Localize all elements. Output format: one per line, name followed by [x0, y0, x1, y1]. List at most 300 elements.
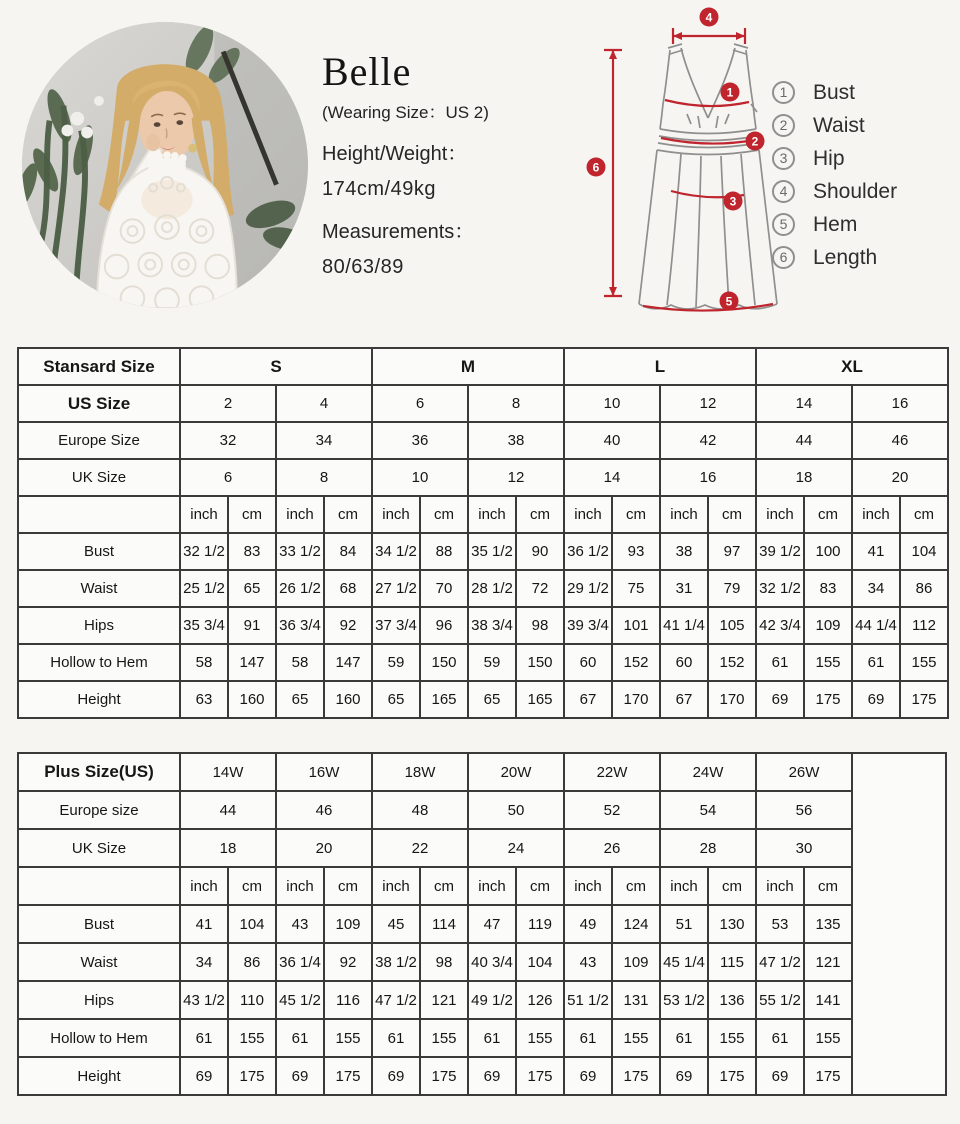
table-cell: 22W: [564, 753, 660, 791]
table-cell: 136: [708, 981, 756, 1019]
table-cell: 135: [804, 905, 852, 943]
table-cell: 152: [612, 644, 660, 681]
measurements-value: 80/63/89: [322, 256, 404, 278]
legend-item-length: [772, 241, 897, 274]
table-cell: L: [564, 348, 756, 385]
table-cell: 51: [660, 905, 708, 943]
table-cell: Europe Size: [18, 422, 180, 459]
table-cell: 18: [180, 829, 276, 867]
table-cell: 175: [804, 681, 852, 718]
table-cell: 69: [276, 1057, 324, 1095]
table-cell: 165: [516, 681, 564, 718]
table-cell: inch: [468, 496, 516, 533]
table-cell: 26: [564, 829, 660, 867]
table-cell: 47: [468, 905, 516, 943]
model-photo: [22, 22, 308, 308]
table-cell: 160: [228, 681, 276, 718]
table-cell: 53 1/2: [660, 981, 708, 1019]
table-cell: 49 1/2: [468, 981, 516, 1019]
size-guide-header: [0, 0, 960, 340]
table-cell: 38: [468, 422, 564, 459]
table-cell: cm: [708, 496, 756, 533]
table-row: [18, 570, 948, 607]
table-cell: 155: [324, 1019, 372, 1057]
table-cell: 61: [468, 1019, 516, 1057]
table-cell: 45: [372, 905, 420, 943]
table-cell: 92: [324, 607, 372, 644]
table-cell: 40 3/4: [468, 943, 516, 981]
table-cell: 43 1/2: [180, 981, 228, 1019]
table-cell: cm: [324, 867, 372, 905]
table-cell: 83: [804, 570, 852, 607]
table-cell: 93: [612, 533, 660, 570]
table-row: [18, 607, 948, 644]
table-cell: 51 1/2: [564, 981, 612, 1019]
product-info: [322, 49, 552, 279]
table-cell: 16: [852, 385, 948, 422]
table-cell: 16W: [276, 753, 372, 791]
table-cell: 47 1/2: [372, 981, 420, 1019]
table-row: [18, 385, 948, 422]
table-cell: 97: [708, 533, 756, 570]
table-cell: 50: [468, 791, 564, 829]
table-cell: 155: [228, 1019, 276, 1057]
table-cell: 8: [468, 385, 564, 422]
table-cell: Hips: [18, 981, 180, 1019]
table-row: [18, 981, 946, 1019]
marker-hip: 3: [729, 194, 737, 209]
table-cell: 61: [756, 1019, 804, 1057]
table-cell: 98: [516, 607, 564, 644]
table-cell: 20W: [468, 753, 564, 791]
table-cell: 69: [372, 1057, 420, 1095]
table-cell: 175: [612, 1057, 660, 1095]
table-cell: 121: [804, 943, 852, 981]
table-cell: 48: [372, 791, 468, 829]
table-cell: 4: [276, 385, 372, 422]
table-cell: 8: [276, 459, 372, 496]
table-cell: 67: [660, 681, 708, 718]
table-cell: 150: [516, 644, 564, 681]
table-cell: Height: [18, 1057, 180, 1095]
table-cell: 28 1/2: [468, 570, 516, 607]
table-cell: 155: [516, 1019, 564, 1057]
table-cell: 69: [852, 681, 900, 718]
size-table: [17, 347, 949, 719]
dress-diagram-icon: [583, 4, 783, 336]
table-cell: cm: [420, 867, 468, 905]
legend-label-bust: Bust: [813, 80, 856, 104]
table-cell: 170: [708, 681, 756, 718]
table-cell: 41: [180, 905, 228, 943]
model-photo-illustration: [22, 22, 308, 308]
table-cell: 65: [276, 681, 324, 718]
table-cell: 34 1/2: [372, 533, 420, 570]
legend-label-hem: Hem: [813, 212, 858, 236]
table-cell: cm: [516, 496, 564, 533]
legend-label-waist: Waist: [813, 113, 865, 137]
table-cell: 155: [804, 644, 852, 681]
legend-item-bust: [772, 76, 897, 109]
table-cell: 175: [708, 1057, 756, 1095]
table-cell: 38: [660, 533, 708, 570]
table-cell: 84: [324, 533, 372, 570]
table-cell: inch: [660, 496, 708, 533]
table-cell: inch: [276, 496, 324, 533]
table-row: [18, 681, 948, 718]
table-cell: 155: [804, 1019, 852, 1057]
table-cell: 75: [612, 570, 660, 607]
table-cell: 109: [324, 905, 372, 943]
table-cell: 115: [708, 943, 756, 981]
table-cell: 68: [324, 570, 372, 607]
table-cell: 31: [660, 570, 708, 607]
table-cell: 43: [276, 905, 324, 943]
circled-number-icon: 4: [772, 180, 795, 203]
table-cell: 34: [276, 422, 372, 459]
table-cell: 83: [228, 533, 276, 570]
table-cell: 2: [180, 385, 276, 422]
table-cell: 27 1/2: [372, 570, 420, 607]
table-cell: 131: [612, 981, 660, 1019]
table-cell: 36 1/2: [564, 533, 612, 570]
table-cell: 41: [852, 533, 900, 570]
legend-item-shoulder: [772, 175, 897, 208]
table-cell: cm: [516, 867, 564, 905]
marker-waist: 2: [751, 134, 759, 149]
table-cell: [18, 867, 180, 905]
table-cell: 6: [372, 385, 468, 422]
table-cell: 114: [420, 905, 468, 943]
table-cell: 110: [228, 981, 276, 1019]
table-cell: 22: [372, 829, 468, 867]
table-row: [18, 1019, 946, 1057]
table-cell: [852, 753, 946, 1095]
table-cell: 6: [180, 459, 276, 496]
table-cell: 147: [228, 644, 276, 681]
table-cell: 109: [804, 607, 852, 644]
table-cell: 104: [900, 533, 948, 570]
table-cell: inch: [276, 867, 324, 905]
table-cell: 67: [564, 681, 612, 718]
table-cell: 18W: [372, 753, 468, 791]
table-cell: 65: [228, 570, 276, 607]
table-cell: 69: [756, 1057, 804, 1095]
table-cell: 155: [708, 1019, 756, 1057]
table-cell: 112: [900, 607, 948, 644]
table-cell: inch: [564, 867, 612, 905]
table-cell: cm: [228, 496, 276, 533]
table-cell: US Size: [18, 385, 180, 422]
table-cell: 45 1/4: [660, 943, 708, 981]
table-cell: UK Size: [18, 459, 180, 496]
table-cell: 32 1/2: [180, 533, 228, 570]
table-cell: 44 1/4: [852, 607, 900, 644]
table-cell: 34: [852, 570, 900, 607]
table-cell: 58: [276, 644, 324, 681]
table-cell: 38 3/4: [468, 607, 516, 644]
table-cell: Europe size: [18, 791, 180, 829]
table-cell: 52: [564, 791, 660, 829]
table-cell: 152: [708, 644, 756, 681]
table-cell: 86: [900, 570, 948, 607]
table-cell: 53: [756, 905, 804, 943]
table-cell: cm: [804, 867, 852, 905]
table-cell: 175: [516, 1057, 564, 1095]
table-cell: 175: [228, 1057, 276, 1095]
marker-hem: 5: [725, 294, 733, 309]
table-cell: 14W: [180, 753, 276, 791]
table-cell: 69: [468, 1057, 516, 1095]
table-cell: 46: [276, 791, 372, 829]
table-cell: 35 1/2: [468, 533, 516, 570]
table-cell: 69: [660, 1057, 708, 1095]
table-cell: 12: [660, 385, 756, 422]
table-row: [18, 496, 948, 533]
table-cell: 42 3/4: [756, 607, 804, 644]
table-cell: inch: [564, 496, 612, 533]
table-cell: 60: [660, 644, 708, 681]
table-cell: Hollow to Hem: [18, 644, 180, 681]
table-cell: 175: [900, 681, 948, 718]
table-cell: 175: [804, 1057, 852, 1095]
table-cell: 56: [756, 791, 852, 829]
table-cell: 61: [852, 644, 900, 681]
legend-label-shoulder: Shoulder: [813, 179, 898, 203]
table-cell: 101: [612, 607, 660, 644]
table-cell: 60: [564, 644, 612, 681]
table-cell: 20: [276, 829, 372, 867]
table-cell: Height: [18, 681, 180, 718]
table-cell: 43: [564, 943, 612, 981]
circled-number-icon: 6: [772, 246, 795, 269]
table-cell: cm: [612, 867, 660, 905]
table-cell: 10: [564, 385, 660, 422]
table-cell: 141: [804, 981, 852, 1019]
table-cell: Bust: [18, 905, 180, 943]
table-cell: 69: [564, 1057, 612, 1095]
table-cell: [18, 496, 180, 533]
table-cell: cm: [324, 496, 372, 533]
table-cell: 88: [420, 533, 468, 570]
height-weight-label: Height/Weight：: [322, 143, 468, 165]
table-row: [18, 791, 946, 829]
table-cell: 32 1/2: [756, 570, 804, 607]
table-cell: 165: [420, 681, 468, 718]
marker-bust: 1: [726, 85, 734, 100]
table-cell: 65: [468, 681, 516, 718]
table-cell: 65: [372, 681, 420, 718]
table-cell: cm: [900, 496, 948, 533]
table-cell: 39 1/2: [756, 533, 804, 570]
table-cell: 61: [660, 1019, 708, 1057]
table-cell: cm: [708, 867, 756, 905]
circled-number-icon: 2: [772, 114, 795, 137]
table-cell: inch: [372, 496, 420, 533]
table-cell: 175: [324, 1057, 372, 1095]
dress-measurement-diagram: [583, 4, 783, 336]
table-cell: 126: [516, 981, 564, 1019]
table-cell: inch: [468, 867, 516, 905]
table-cell: 24W: [660, 753, 756, 791]
table-cell: inch: [756, 867, 804, 905]
product-name: Belle: [322, 49, 412, 94]
table-cell: 61: [372, 1019, 420, 1057]
table-cell: 155: [900, 644, 948, 681]
table-cell: 59: [468, 644, 516, 681]
legend-label-hip: Hip: [813, 146, 845, 170]
table-row: [18, 905, 946, 943]
table-cell: 86: [228, 943, 276, 981]
table-cell: 29 1/2: [564, 570, 612, 607]
marker-length: 6: [592, 160, 600, 175]
table-cell: 69: [180, 1057, 228, 1095]
table-cell: 155: [420, 1019, 468, 1057]
table-cell: 34: [180, 943, 228, 981]
legend-label-length: Length: [813, 245, 878, 269]
wearing-size: (Wearing Size：US 2): [322, 103, 489, 122]
table-cell: cm: [420, 496, 468, 533]
table-cell: inch: [660, 867, 708, 905]
table-cell: 42: [660, 422, 756, 459]
table-cell: 44: [180, 791, 276, 829]
table-row: [18, 753, 946, 791]
table-cell: 25 1/2: [180, 570, 228, 607]
table-cell: 61: [756, 644, 804, 681]
table-cell: inch: [372, 867, 420, 905]
table-cell: XL: [756, 348, 948, 385]
measurement-legend: [772, 76, 897, 274]
legend-item-hem: [772, 208, 897, 241]
table-cell: 147: [324, 644, 372, 681]
table-cell: 40: [564, 422, 660, 459]
table-row: [18, 867, 946, 905]
table-row: [18, 943, 946, 981]
table-cell: 32: [180, 422, 276, 459]
table-cell: S: [180, 348, 372, 385]
table-cell: 49: [564, 905, 612, 943]
circled-number-icon: 1: [772, 81, 795, 104]
table-cell: 44: [756, 422, 852, 459]
table-cell: 41 1/4: [660, 607, 708, 644]
table-cell: Bust: [18, 533, 180, 570]
table-cell: 18: [756, 459, 852, 496]
table-cell: 121: [420, 981, 468, 1019]
table-cell: 160: [324, 681, 372, 718]
table-cell: 96: [420, 607, 468, 644]
table-cell: inch: [180, 496, 228, 533]
table-cell: 91: [228, 607, 276, 644]
plus-size-table: [17, 752, 947, 1096]
table-cell: 109: [612, 943, 660, 981]
table-cell: Waist: [18, 943, 180, 981]
standard-size-table: [17, 347, 949, 719]
table-cell: 36 3/4: [276, 607, 324, 644]
table-cell: inch: [852, 496, 900, 533]
table-cell: 35 3/4: [180, 607, 228, 644]
table-cell: Waist: [18, 570, 180, 607]
table-row: [18, 829, 946, 867]
table-cell: 55 1/2: [756, 981, 804, 1019]
table-cell: 69: [756, 681, 804, 718]
table-cell: 61: [276, 1019, 324, 1057]
marker-shoulder: 4: [705, 10, 713, 25]
table-cell: 10: [372, 459, 468, 496]
table-cell: 46: [852, 422, 948, 459]
legend-item-waist: [772, 109, 897, 142]
table-cell: 61: [564, 1019, 612, 1057]
table-cell: 70: [420, 570, 468, 607]
table-cell: 38 1/2: [372, 943, 420, 981]
circled-number-icon: 3: [772, 147, 795, 170]
table-cell: 45 1/2: [276, 981, 324, 1019]
table-cell: 39 3/4: [564, 607, 612, 644]
table-row: [18, 644, 948, 681]
table-cell: inch: [756, 496, 804, 533]
table-cell: Hollow to Hem: [18, 1019, 180, 1057]
table-cell: 98: [420, 943, 468, 981]
table-cell: 59: [372, 644, 420, 681]
table-row: [18, 1057, 946, 1095]
table-cell: 20: [852, 459, 948, 496]
table-cell: 14: [756, 385, 852, 422]
table-cell: 155: [612, 1019, 660, 1057]
table-cell: 36: [372, 422, 468, 459]
table-cell: 105: [708, 607, 756, 644]
table-cell: 150: [420, 644, 468, 681]
table-cell: 47 1/2: [756, 943, 804, 981]
table-cell: cm: [228, 867, 276, 905]
table-row: [18, 533, 948, 570]
table-cell: 54: [660, 791, 756, 829]
measurements-label: Measurements：: [322, 221, 475, 243]
table-cell: 79: [708, 570, 756, 607]
table-cell: inch: [180, 867, 228, 905]
table-cell: 104: [516, 943, 564, 981]
circled-number-icon: 5: [772, 213, 795, 236]
table-cell: 30: [756, 829, 852, 867]
table-cell: UK Size: [18, 829, 180, 867]
table-cell: 175: [420, 1057, 468, 1095]
table-cell: 130: [708, 905, 756, 943]
table-cell: M: [372, 348, 564, 385]
table-cell: 28: [660, 829, 756, 867]
size-table: [17, 752, 947, 1096]
table-cell: 61: [180, 1019, 228, 1057]
table-cell: 63: [180, 681, 228, 718]
table-cell: Stansard Size: [18, 348, 180, 385]
table-cell: cm: [612, 496, 660, 533]
table-cell: 124: [612, 905, 660, 943]
table-cell: 24: [468, 829, 564, 867]
table-cell: 170: [612, 681, 660, 718]
table-row: [18, 422, 948, 459]
table-cell: 37 3/4: [372, 607, 420, 644]
table-cell: 119: [516, 905, 564, 943]
table-cell: 36 1/4: [276, 943, 324, 981]
table-cell: 100: [804, 533, 852, 570]
table-cell: 92: [324, 943, 372, 981]
table-cell: 26W: [756, 753, 852, 791]
table-row: [18, 459, 948, 496]
table-cell: 14: [564, 459, 660, 496]
table-cell: 16: [660, 459, 756, 496]
table-cell: 12: [468, 459, 564, 496]
table-cell: 72: [516, 570, 564, 607]
table-cell: 104: [228, 905, 276, 943]
legend-item-hip: [772, 142, 897, 175]
table-cell: 116: [324, 981, 372, 1019]
